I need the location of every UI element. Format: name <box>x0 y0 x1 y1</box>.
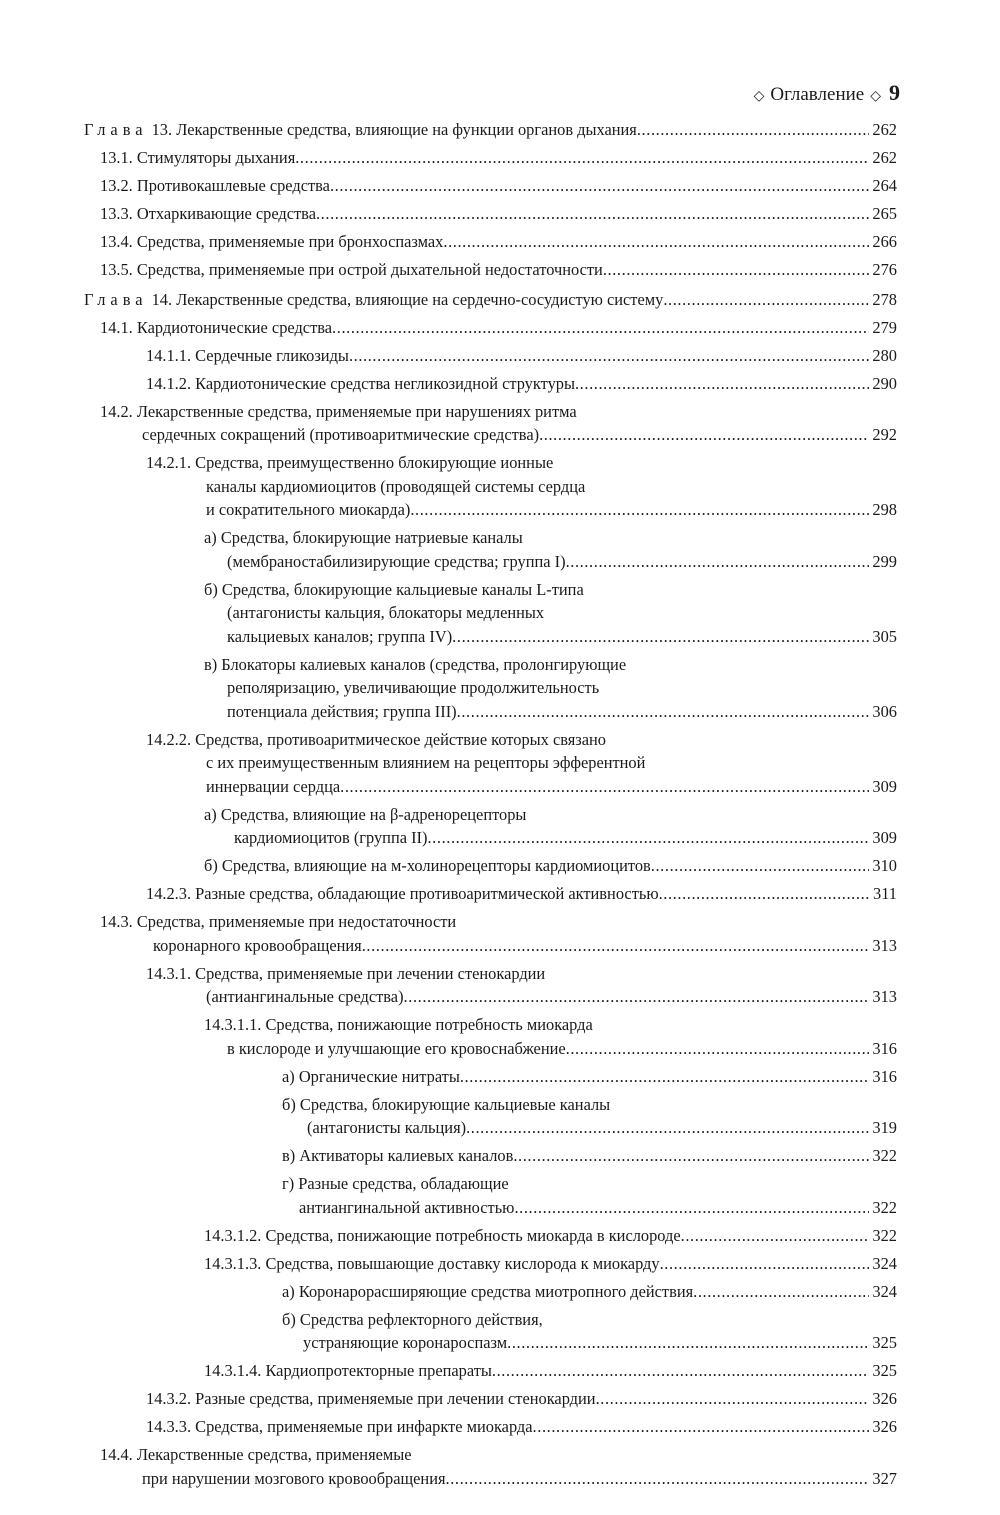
toc-page-number: 322 <box>872 1146 897 1165</box>
diamond-ornament-icon: ◇ <box>753 89 765 104</box>
toc-page-number: 299 <box>872 551 897 571</box>
toc-page-number: 325 <box>872 1361 897 1380</box>
toc-entry-title: (мембраностабилизирующие средства; группа I) <box>227 551 566 571</box>
toc-entry-title: 14.2.2. Средства, противоаритмическое действие которых связано <box>146 729 606 749</box>
toc-page-number: 309 <box>872 776 897 796</box>
toc-entry-title: 14.2. Лекарственные средства, применяемые при нарушениях ритма <box>100 401 577 421</box>
toc-entry-title: кальциевых каналов; группа IV) <box>227 626 453 646</box>
toc-page-number: 316 <box>872 1066 897 1086</box>
toc-page-number: 306 <box>872 701 897 721</box>
toc-page-number: 319 <box>872 1118 897 1137</box>
toc-page-number: 309 <box>872 828 897 847</box>
toc-entry-title: каналы кардиомиоцитов (проводящей системы сердца <box>206 476 586 496</box>
dot-leader <box>492 1359 870 1383</box>
toc-entry-title: антиангинальной активностью <box>299 1197 515 1217</box>
header-section-title: Оглавление <box>770 84 865 105</box>
toc-entry-title: а) Органические нитраты <box>282 1066 460 1086</box>
toc-page-number: 305 <box>872 626 897 646</box>
toc-page-number: 278 <box>872 289 897 309</box>
dot-leader <box>349 344 869 368</box>
dot-leader <box>681 1224 870 1248</box>
dot-leader <box>651 854 870 878</box>
toc-chapter <box>84 288 897 312</box>
toc-entry-title: г) Разные средства, обладающие <box>282 1174 509 1193</box>
toc-entry-title: кардиомиоцитов (группа II) <box>234 828 428 847</box>
toc-entry-title: коронарного кровообращения <box>153 935 362 955</box>
toc-entry-title: 14.3.3. Средства, применяемые при инфаркте миокарда <box>146 1417 533 1436</box>
toc-entry <box>84 174 897 198</box>
dot-leader <box>460 1065 870 1089</box>
toc-page-number: 313 <box>872 935 897 955</box>
toc-entry <box>84 578 897 649</box>
toc-entry-title: реполяризацию, увеличивающие продолжительность <box>227 678 600 697</box>
toc-entry <box>84 882 897 906</box>
toc-page-number: 298 <box>872 500 897 519</box>
dot-leader <box>330 174 869 198</box>
dot-leader <box>539 423 869 447</box>
toc-page-number: 280 <box>872 345 897 365</box>
toc-entry <box>84 1359 897 1383</box>
dot-leader <box>693 1280 869 1304</box>
dot-leader <box>603 258 870 282</box>
toc-entry <box>84 1415 897 1439</box>
toc-entry-title: сердечных сокращений (противоаритмические средства) <box>142 425 540 444</box>
toc-entry <box>84 728 897 799</box>
toc-entry-title: в кислороде и улучшающие его кровоснабжение <box>227 1038 566 1058</box>
toc-entry-title: 14.3.1.1. Средства, понижающие потребность миокарда <box>204 1015 593 1034</box>
toc-entry-title: а) Коронарорасширяющие средства миотропного действия <box>282 1281 694 1301</box>
toc-page-number: 316 <box>872 1038 897 1058</box>
page-number: 9 <box>889 80 900 105</box>
toc-entry-title: 14.3.1. Средства, применяемые при лечении стенокардии <box>146 963 546 983</box>
toc-entry <box>84 1065 897 1089</box>
dot-leader <box>316 202 869 226</box>
toc-page-number: 325 <box>872 1333 897 1352</box>
toc-entry-title: 13.4. Средства, применяемые при бронхоспазмах <box>100 232 444 251</box>
toc-entry-title: при нарушении мозгового кровообращения <box>142 1468 446 1488</box>
dot-leader <box>513 1144 869 1168</box>
toc-entry-title: 14.1. Кардиотонические средства <box>100 317 333 337</box>
toc-entry-title: в) Активаторы калиевых каналов <box>282 1146 514 1165</box>
dot-leader <box>514 1196 869 1220</box>
dot-leader <box>295 146 869 170</box>
dot-leader <box>637 118 870 142</box>
dot-leader <box>332 316 869 340</box>
dot-leader <box>446 1467 870 1491</box>
dot-leader <box>362 934 870 958</box>
toc-page-number: 292 <box>872 425 897 444</box>
dot-leader <box>566 550 870 574</box>
toc-entry-title: и сократительного миокарда) <box>206 500 411 519</box>
toc-entry-title: (антагонисты кальция) <box>307 1118 467 1137</box>
toc-entry <box>84 316 897 340</box>
toc-entry <box>84 1280 897 1304</box>
toc-page-number: 324 <box>872 1253 897 1273</box>
toc-entry <box>84 1252 897 1276</box>
toc-entry-title: б) Средства, влияющие на м-холинорецепторы кардиомиоцитов <box>204 856 651 875</box>
toc-page-number: 264 <box>872 176 897 195</box>
toc-entry-title: 14.4. Лекарственные средства, применяемые <box>100 1445 412 1464</box>
toc-page-number: 262 <box>872 148 897 167</box>
toc-entry-title: 14.1.2. Кардиотонические средства негликозидной структуры <box>146 373 575 393</box>
toc-chapter <box>84 118 897 142</box>
toc-page-number: 265 <box>872 204 897 223</box>
toc-entry-title: 14. Лекарственные средства, влияющие на сердечно-сосудистую систему <box>151 289 664 309</box>
toc-entry <box>84 803 897 850</box>
toc-entry <box>84 1443 897 1490</box>
toc-page-number: 326 <box>872 1417 897 1436</box>
toc-entry <box>84 451 897 522</box>
toc-entry-title: с их преимущественным влиянием на рецепторы эфферентной <box>206 753 646 772</box>
toc-page-number: 326 <box>872 1389 897 1408</box>
toc-entry <box>84 910 897 957</box>
toc-entry <box>84 1224 897 1248</box>
toc-entry-title: 14.2.3. Разные средства, обладающие противоаритмической активностью <box>146 884 659 903</box>
toc-entry-title: 14.2.1. Средства, преимущественно блокирующие ионные <box>146 453 554 472</box>
dot-leader <box>507 1331 869 1355</box>
toc-entry-title: 14.3.2. Разные средства, применяемые при лечении стенокардии <box>146 1389 596 1408</box>
toc-page-number: 276 <box>872 260 897 279</box>
dot-leader <box>533 1415 870 1439</box>
toc-page-number: 324 <box>872 1281 897 1301</box>
table-of-contents <box>84 118 897 1490</box>
toc-entry <box>84 962 897 1009</box>
dot-leader <box>663 288 869 312</box>
toc-entry-title: 14.3.1.2. Средства, понижающие потребность миокарда в кислороде <box>204 1225 681 1245</box>
chapter-prefix: Глава <box>84 120 148 139</box>
toc-entry-title: б) Средства рефлекторного действия, <box>282 1309 543 1329</box>
toc-entry-title: 13. Лекарственные средства, влияющие на функции органов дыхания <box>151 120 637 139</box>
toc-entry <box>84 344 897 368</box>
dot-leader <box>340 775 869 799</box>
toc-entry-title: 13.1. Стимуляторы дыхания <box>100 148 296 167</box>
toc-entry <box>84 372 897 396</box>
toc-entry <box>84 1144 897 1168</box>
toc-entry <box>84 854 897 878</box>
toc-entry <box>84 1387 897 1411</box>
toc-entry-title: 14.3.1.4. Кардиопротекторные препараты <box>204 1361 492 1380</box>
toc-entry <box>84 653 897 724</box>
toc-entry <box>84 400 897 447</box>
running-header <box>720 80 900 110</box>
toc-page-number: 279 <box>872 317 897 337</box>
toc-entry-title: (антагонисты кальция, блокаторы медленных <box>227 603 545 622</box>
dot-leader <box>596 1387 870 1411</box>
toc-entry-title: в) Блокаторы калиевых каналов (средства, пролонгирующие <box>204 654 627 674</box>
dot-leader <box>443 230 869 254</box>
toc-entry <box>84 1013 897 1060</box>
toc-page-number: 262 <box>872 120 897 139</box>
toc-entry-title: 14.3.1.3. Средства, повышающие доставку кислорода к миокарду <box>204 1253 660 1273</box>
toc-page-number: 327 <box>872 1468 897 1488</box>
toc-entry-title: б) Средства, блокирующие кальциевые каналы <box>282 1094 611 1114</box>
toc-page-number: 322 <box>872 1225 897 1245</box>
dot-leader <box>457 700 870 724</box>
toc-entry-title: устраняющие коронароспазм <box>303 1333 508 1352</box>
toc-entry <box>84 1308 897 1355</box>
dot-leader <box>566 1037 870 1061</box>
toc-entry-title: 14.3. Средства, применяемые при недостаточности <box>100 912 457 931</box>
diamond-ornament-icon: ◇ <box>870 89 881 104</box>
dot-leader <box>410 498 869 522</box>
toc-entry-title: иннервации сердца <box>206 776 341 796</box>
dot-leader <box>404 985 870 1009</box>
dot-leader <box>466 1116 869 1140</box>
dot-leader <box>660 1252 870 1276</box>
toc-entry <box>84 202 897 226</box>
toc-page-number: 310 <box>872 856 897 875</box>
toc-entry <box>84 1093 897 1140</box>
toc-page-number: 290 <box>872 373 897 393</box>
toc-entry <box>84 146 897 170</box>
toc-entry-title: потенциала действия; группа III) <box>227 701 457 721</box>
toc-page-number: 266 <box>872 232 897 251</box>
toc-entry-title: (антиангинальные средства) <box>206 987 404 1006</box>
toc-entry <box>84 526 897 573</box>
toc-entry-title: а) Средства, блокирующие натриевые каналы <box>204 528 523 547</box>
toc-entry-title: 14.1.1. Сердечные гликозиды <box>146 345 349 365</box>
toc-page-number: 313 <box>872 987 897 1006</box>
dot-leader <box>659 882 870 906</box>
toc-entry-title: 13.5. Средства, применяемые при острой дыхательной недостаточности <box>100 260 603 279</box>
toc-page-number: 322 <box>872 1197 897 1217</box>
toc-entry-title: а) Средства, влияющие на β-адренорецепторы <box>204 804 527 824</box>
toc-page-number: 311 <box>873 884 897 903</box>
toc-entry-title: 13.2. Противокашлевые средства <box>100 176 330 195</box>
toc-entry <box>84 258 897 282</box>
toc-entry-title: 13.3. Отхаркивающие средства <box>100 204 316 223</box>
dot-leader <box>452 625 869 649</box>
dot-leader <box>427 826 869 850</box>
toc-entry-title: б) Средства, блокирующие кальциевые каналы L-типа <box>204 579 584 599</box>
chapter-prefix: Глава <box>84 289 148 309</box>
toc-entry <box>84 1172 897 1219</box>
dot-leader <box>575 372 869 396</box>
toc-entry <box>84 230 897 254</box>
